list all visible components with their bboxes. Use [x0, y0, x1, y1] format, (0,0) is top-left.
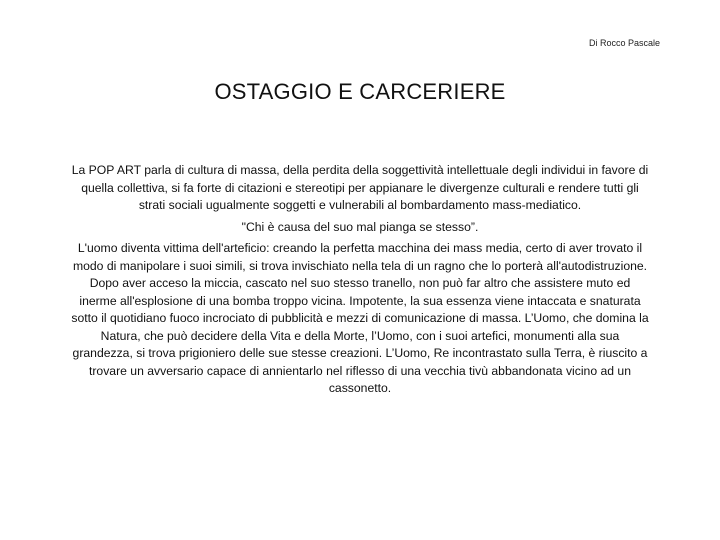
slide-title: OSTAGGIO E CARCERIERE — [214, 79, 506, 104]
paragraph-main: L'uomo diventa vittima dell'arteficio: creando la perfetta macchina dei mass media, certo di aver trovato il modo di manipolare i suoi simili, si trova invischiato nella tela di un ragno che lo porterà all'autodistruzione. Dopo aver acceso la miccia, cascato nel suo stesso tranello, non può far altro che assistere muto ed inerme all'esplosione di una bomba troppo vicina. Impotente, la sua essenza viene intaccata e snaturata sotto il quotidiano fuoco incrociato di pubblicità e mezzi di comunicazione di massa. L’Uomo, che domina la Natura, che può decidere della Vita e della Morte, l’Uomo, con i suoi artefici, monumenti alla sua grandezza, si trova prigioniero delle sue stesse creazioni. L’Uomo, Re incontrastato sulla Terra, è riuscito a trovare un avversario capace di annientarlo nel riflesso di una vecchia tivù abbandonata vicino ad un cassonetto. — [71, 241, 649, 395]
paragraph-quote: "Chi è causa del suo mal pianga se stesso”. — [241, 219, 479, 234]
author-credit: Di Rocco Pascale — [588, 38, 660, 48]
body-text — [70, 162, 650, 402]
paragraph-intro: La POP ART parla di cultura di massa, della perdita della soggettività intellettuale degli individui in favore di quella collettiva, si fa forte di citazioni e stereotipi per appianare le divergenze culturali e rendere tutti gli strati sociali ugualmente soggetti e vulnerabili al bombardamento mass-mediatico. — [71, 163, 649, 212]
